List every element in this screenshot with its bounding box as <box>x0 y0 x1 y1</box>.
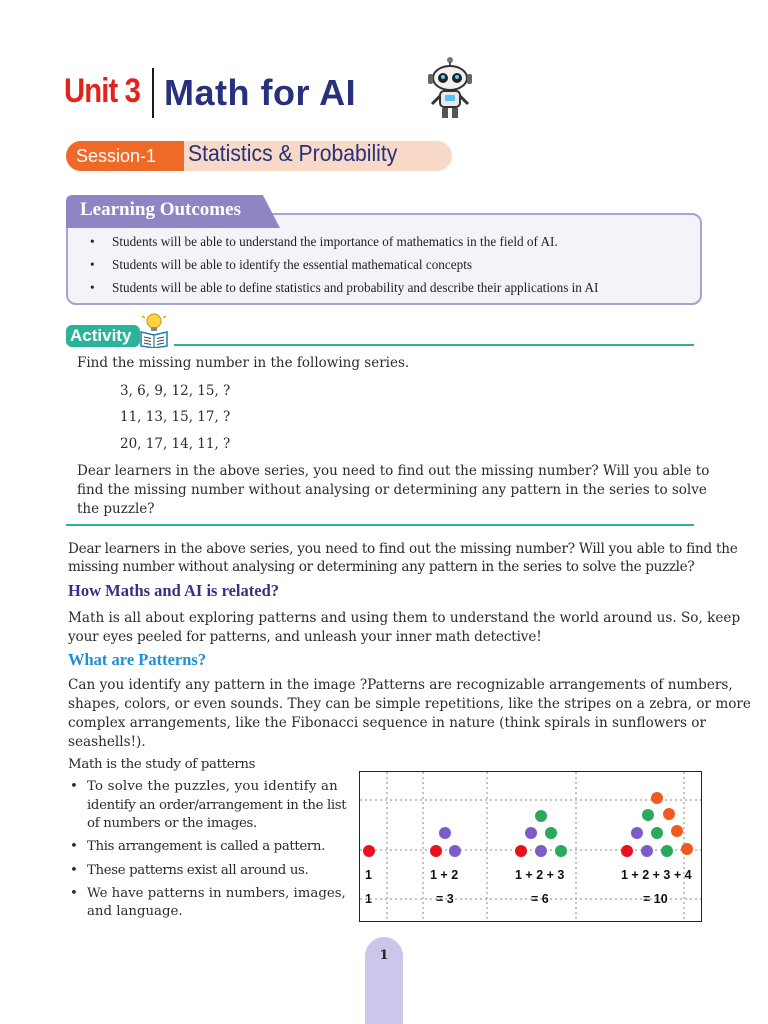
session-tag: Session-1 <box>66 141 184 171</box>
series-2: 11, 13, 15, 17, ? <box>120 409 231 425</box>
total-label: 1 <box>365 892 372 906</box>
dot-purple <box>641 845 653 857</box>
page-number: 1 <box>379 948 389 963</box>
patterns-line: complex arrangements, like the Fibonacci sequence in nature (think spirals in sunflowers or <box>68 715 706 731</box>
sum-label: 1 + 2 <box>430 868 459 882</box>
bullet-line: This arrangement is called a pattern. <box>87 839 325 854</box>
dot-orange <box>681 843 693 855</box>
maths-ai-line: your eyes peeled for patterns, and unleash your inner math detective! <box>68 629 542 645</box>
study-line: Math is the study of patterns <box>68 757 256 772</box>
activity-prompt: Find the missing number in the following series. <box>77 355 410 371</box>
bullet-line: and language. <box>87 904 183 919</box>
bullet-dot: • <box>70 886 78 901</box>
sum-label: 1 + 2 + 3 + 4 <box>621 868 692 882</box>
section-heading: What are Patterns? <box>68 650 207 669</box>
patterns-line: seashells!). <box>68 734 146 750</box>
activity-note-line: the puzzle? <box>77 501 155 517</box>
section-heading: How Maths and AI is related? <box>68 581 280 600</box>
intro-line: missing number without analysing or determining any pattern in the series to solve the puzzle? <box>68 559 695 575</box>
bullet-dot: • <box>70 839 78 854</box>
activity-rule <box>174 344 694 346</box>
total-label: = 10 <box>643 892 668 906</box>
bullet-line: identify an order/arrangement in the list <box>87 798 347 813</box>
patterns-line: Can you identify any pattern in the image ?Patterns are recognizable arrangements of numbers, <box>68 677 733 693</box>
lightbulb-book-icon <box>138 312 170 348</box>
dot-red <box>621 845 633 857</box>
intro-line: Dear learners in the above series, you need to find out the missing number? Will you able to find the <box>68 541 738 557</box>
bullet-line: To solve the puzzles, you identify an <box>87 779 338 794</box>
session-title: Statistics & Probability <box>188 140 398 166</box>
activity-rule <box>66 524 694 526</box>
bullet-line: We have patterns in numbers, images, <box>87 886 346 901</box>
dot-green <box>651 827 663 839</box>
dot-green <box>555 845 567 857</box>
sum-label: 1 + 2 + 3 <box>515 868 565 882</box>
bullet-line: of numbers or the images. <box>87 816 257 831</box>
bullet-dot: • <box>70 779 78 794</box>
sum-label: 1 <box>365 868 372 882</box>
patterns-line: shapes, colors, or even sounds. They can be simple repetitions, like the stripes on a zebra, or more <box>68 696 751 712</box>
dot-purple <box>525 827 537 839</box>
robot-icon <box>426 56 474 122</box>
page-title: Math for AI <box>164 72 357 113</box>
total-label: = 3 <box>436 892 454 906</box>
bullet-line: These patterns exist all around us. <box>87 863 309 878</box>
activity-note-line: find the missing number without analysing or determining any pattern in the series to solve <box>77 482 707 498</box>
unit-label: Unit 3 <box>64 72 141 110</box>
series-3: 20, 17, 14, 11, ? <box>120 436 231 452</box>
dot-red <box>515 845 527 857</box>
dot-purple <box>439 827 451 839</box>
bullet-dot: • <box>70 863 78 878</box>
outcome-item: • Students will be able to understand the importance of mathematics in the field of AI. <box>92 234 558 250</box>
dot-purple <box>535 845 547 857</box>
dot-red <box>430 845 442 857</box>
dot-orange <box>671 825 683 837</box>
series-1: 3, 6, 9, 12, 15, ? <box>120 383 231 399</box>
activity-note-line: Dear learners in the above series, you need to find out the missing number? Will you able to <box>77 463 710 479</box>
activity-badge: Activity <box>66 325 140 347</box>
outcome-item: • Students will be able to identify the essential mathematical concepts <box>92 257 472 273</box>
pattern-figure <box>359 771 702 922</box>
outcome-item: • Students will be able to define statistics and probability and describe their applications in AI <box>92 280 598 296</box>
dot-orange <box>651 792 663 804</box>
dot-purple <box>631 827 643 839</box>
dot-green <box>642 809 654 821</box>
triangular-numbers-diagram <box>360 772 701 921</box>
dot-purple <box>449 845 461 857</box>
maths-ai-line: Math is all about exploring patterns and using them to understand the world around us. So, keep <box>68 610 741 626</box>
total-label: = 6 <box>531 892 549 906</box>
dot-green <box>535 810 547 822</box>
learning-outcomes-title: Learning Outcomes <box>80 199 241 220</box>
title-divider <box>152 68 154 118</box>
dot-red <box>363 845 375 857</box>
dot-green <box>661 845 673 857</box>
dot-orange <box>663 808 675 820</box>
dot-green <box>545 827 557 839</box>
